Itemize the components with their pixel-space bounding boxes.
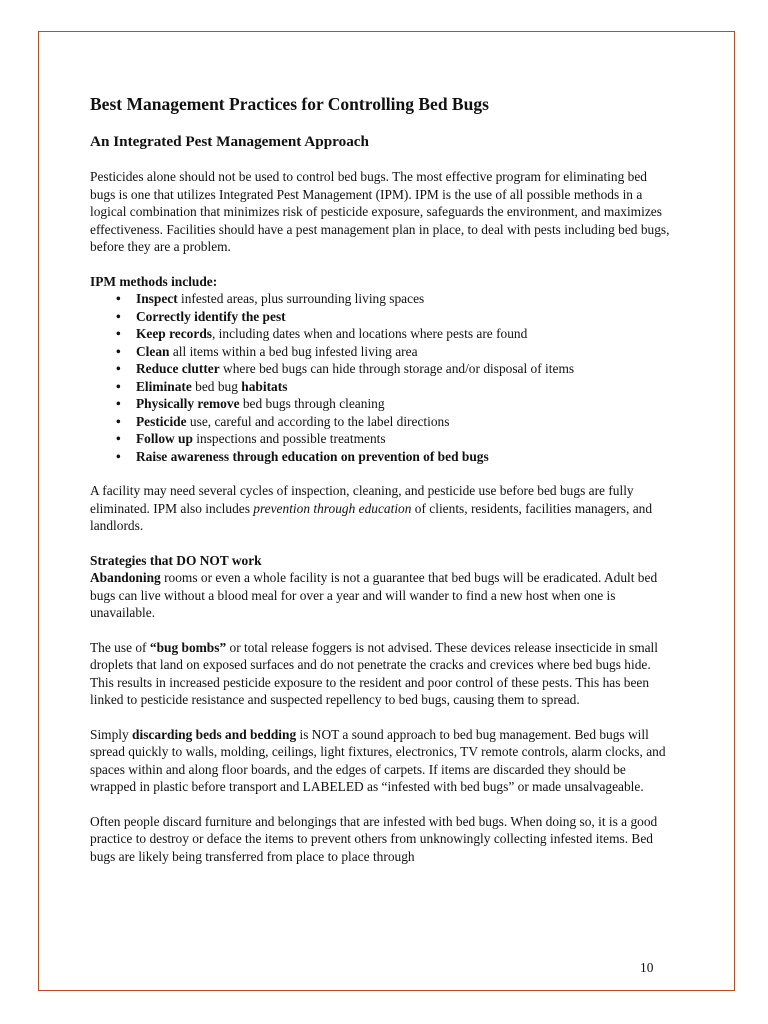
cycles-paragraph: A facility may need several cycles of inspection, cleaning, and pesticide use before bed bugs are fully eliminated. IPM also includes prevention through education of clients, residents, facilities managers, and landlords. [90,483,653,533]
ipm-list-item: • Follow up inspections and possible treatments [136,430,670,448]
section-subtitle: An Integrated Pest Management Approach [90,133,369,150]
intro-paragraph: Pesticides alone should not be used to control bed bugs. The most effective program for eliminating bed bugs is one that utilizes Integrated Pest Management (IPM). IPM is the use of all possible methods in a logical combination that minimizes risk of pesticide exposure, safeguards the environment, and maximizes effectiveness. Facilities should have a pest management plan in place, to deal with pests including bed bugs, before they are a problem. [90,169,670,254]
ipm-list-item: • Physically remove bed bugs through cleaning [136,395,670,413]
ipm-list-item: • Clean all items within a bed bug infested living area [136,343,670,361]
furniture-paragraph: Often people discard furniture and belongings that are infested with bed bugs. When doing so, it is a good practice to destroy or deface the items to prevent others from unknowingly collecting infested items. Bed bugs are likely being transferred from place to place through [90,813,658,864]
ipm-list-item: • Eliminate bed bug habitats [136,378,670,396]
ipm-list-item: • Reduce clutter where bed bugs can hide through storage and/or disposal of items [136,360,670,378]
ipm-list-item: • Pesticide use, careful and according to the label directions [136,413,670,431]
ipm-list-item: • Correctly identify the pest [136,308,670,326]
ipm-list-item: • Raise awareness through education on prevention of bed bugs [136,448,670,466]
ipm-list-item: • Inspect infested areas, plus surrounding living spaces [136,290,670,308]
abandoning-paragraph: Abandoning rooms or even a whole facility is not a guarantee that bed bugs will be eradicated. Adult bed bugs can live without a blood meal for over a year and will wander to find a new host when one is unavailable. [90,570,658,620]
ipm-list [90,290,670,465]
strategies-heading: Strategies that DO NOT work [90,552,262,568]
ipm-list-item: • Keep records, including dates when and locations where pests are found [136,325,670,343]
discarding-paragraph: Simply discarding beds and bedding is NOT a sound approach to bed bug management. Bed bugs will spread quickly to walls, molding, ceilings, light fixtures, electronics, TV remote controls, alarm clocks, and spaces within and along floor boards, and the edges of carpets. If items are discarded they should be wrapped in plastic before transport and LABELED as “infested with bed bugs” or made unsalvageable. [90,726,666,794]
document-body [90,93,670,882]
page-number: 10 [640,960,654,975]
document-title: Best Management Practices for Controlling Bed Bugs [90,94,489,114]
ipm-heading: IPM methods include: [90,273,218,289]
bug-bombs-paragraph: The use of “bug bombs” or total release foggers is not advised. These devices release insecticide in small droplets that land on exposed surfaces and do not penetrate the cracks and crevices where bed bugs hide. This results in increased pesticide exposure to the resident and poor control of these pests. This has been linked to pesticide resistance and suspected repellency to bed bugs, causing them to spread. [90,639,658,707]
